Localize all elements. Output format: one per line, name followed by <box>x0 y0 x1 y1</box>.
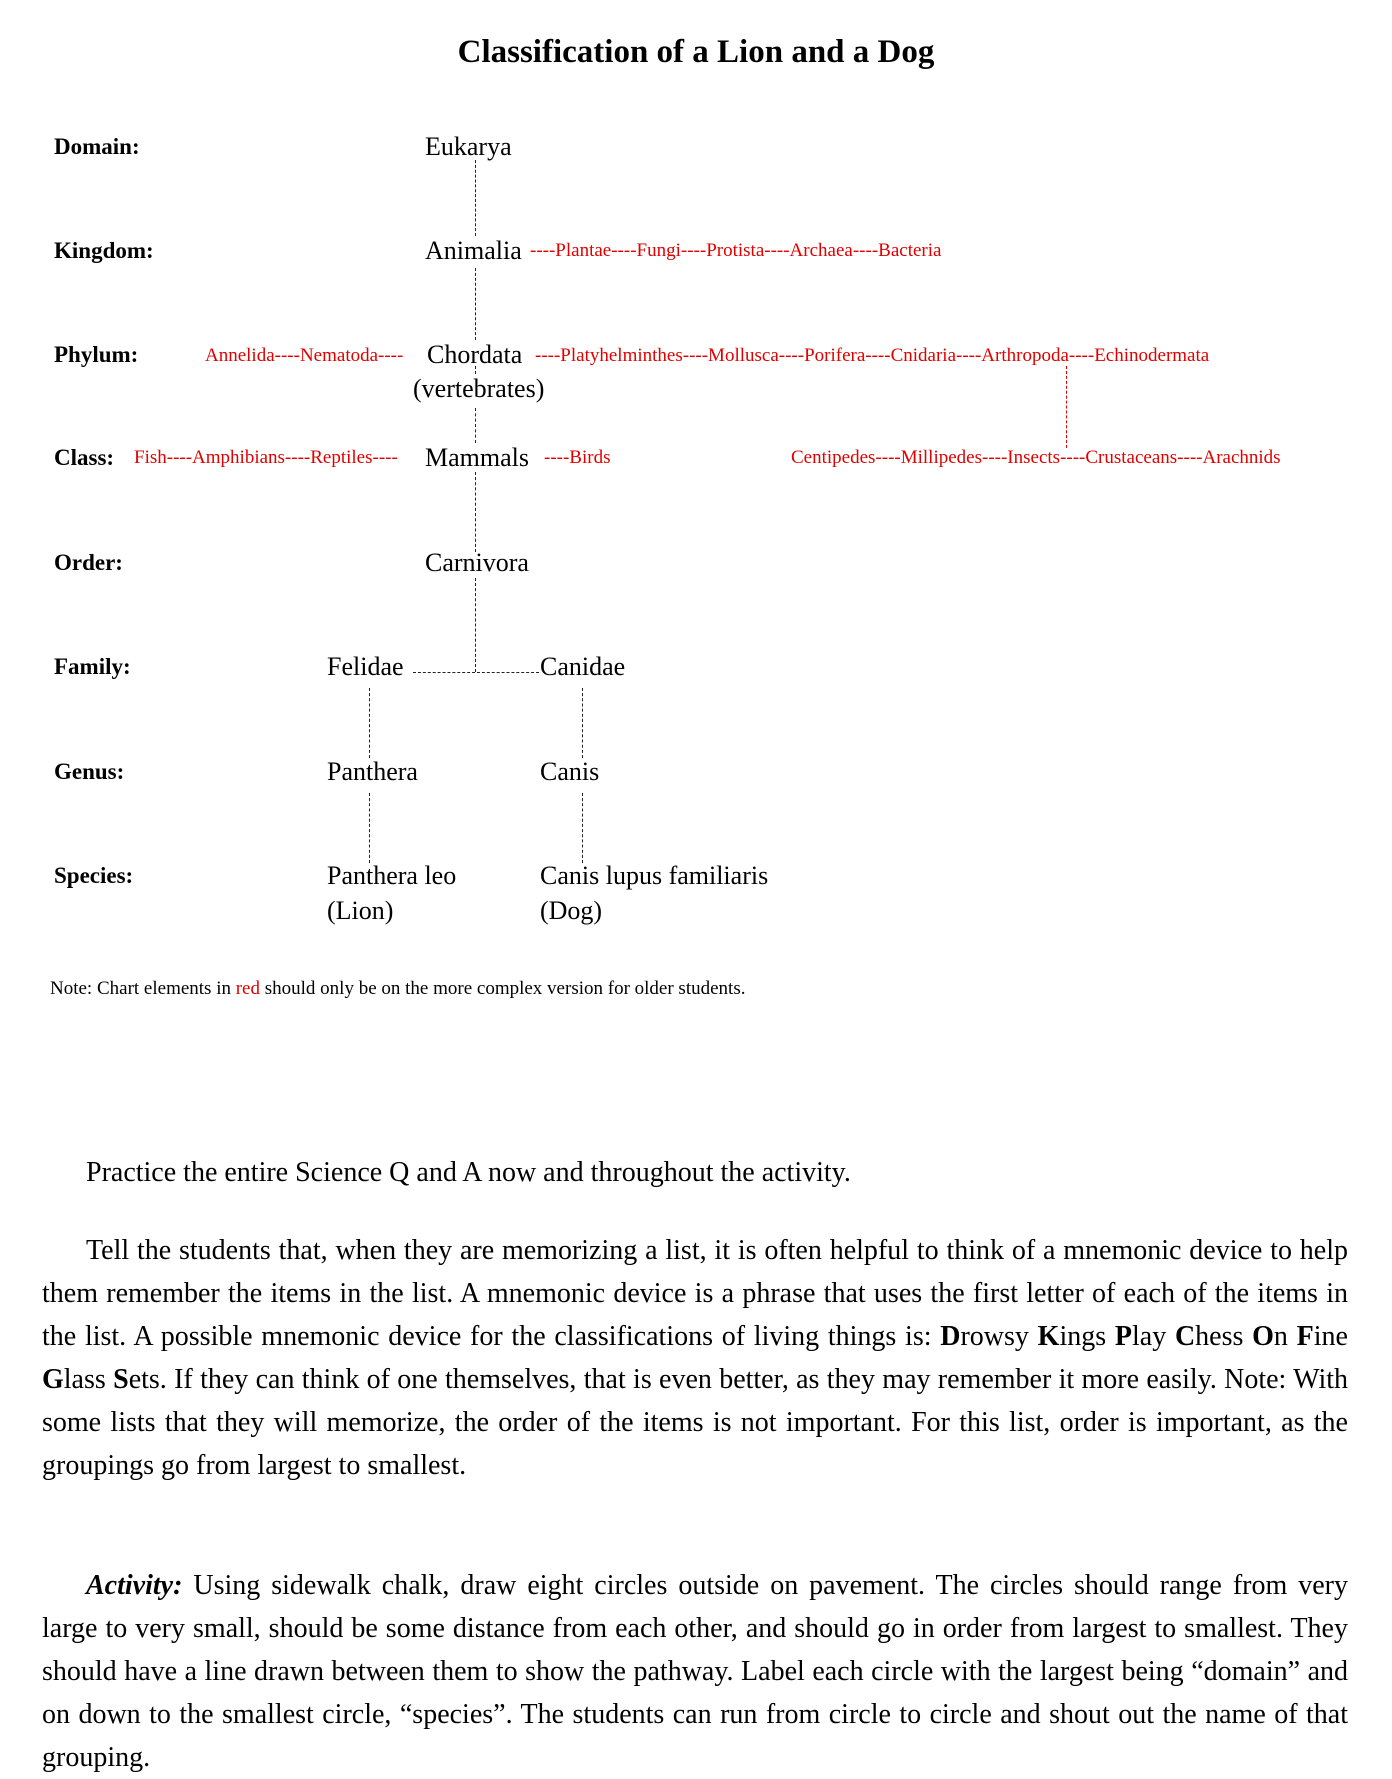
mnemonic-rest: hess <box>1195 1321 1253 1352</box>
connector-family-split <box>413 672 539 673</box>
node-panthera-leo: Panthera leo <box>327 861 457 890</box>
mnemonic-rest: lass <box>63 1364 114 1395</box>
practice-text: Practice the entire Science Q and A now and throughout the activity. <box>86 1157 851 1188</box>
mnemonic-letter: C <box>1174 1321 1196 1352</box>
connector-class-order <box>475 472 476 552</box>
mnemonic-letter: D <box>940 1321 961 1352</box>
rank-domain-label: Domain: <box>54 134 140 159</box>
rank-phylum-label: Phylum: <box>54 342 139 367</box>
mnemonic-rest: ine <box>1313 1321 1348 1352</box>
paragraph-mnemonic <box>42 1229 1348 1487</box>
node-felidae: Felidae <box>327 652 404 681</box>
rank-species-label: Species: <box>54 863 134 888</box>
rank-genus-label: Genus: <box>54 759 125 784</box>
paragraph-activity <box>42 1564 1348 1779</box>
color-note <box>50 978 745 1000</box>
rank-order-label: Order: <box>54 550 123 575</box>
node-canis-lupus-familiaris: Canis lupus familiaris <box>540 861 769 890</box>
node-mammals: Mammals <box>425 443 529 472</box>
mnemonic-rest: ings <box>1059 1321 1115 1352</box>
node-vertebrates: (vertebrates) <box>413 374 545 403</box>
node-lion: (Lion) <box>327 896 394 925</box>
mnemonic-letter: F <box>1296 1321 1314 1352</box>
red-classes-left: Fish----Amphibians----Reptiles---- <box>134 447 398 468</box>
red-phyla-right: ----Platyhelminthes----Mollusca----Porifera----Cnidaria----Arthropoda----Echinodermata <box>535 345 1210 366</box>
node-canis: Canis <box>540 757 600 786</box>
connector-arthropoda-classes <box>1066 366 1067 448</box>
node-chordata: Chordata <box>427 340 523 369</box>
page-title: Classification of a Lion and a Dog <box>457 34 935 70</box>
mnemonic-letter: G <box>42 1364 64 1395</box>
red-phyla-left: Annelida----Nematoda---- <box>205 345 404 366</box>
red-classes-right: ----Birds <box>544 447 611 468</box>
node-animalia: Animalia <box>425 236 522 265</box>
node-dog: (Dog) <box>540 896 603 925</box>
mnemonic-letter: S <box>113 1364 129 1395</box>
activity-text: Using sidewalk chalk, draw eight circles outside on pavement. The circles should range from very large to very small, should be some distance from each other, and should go in order from largest to smallest. They should have a line drawn between them to show the pathway. Label each circle with the largest being “domain” and on down to the smallest circle, “species”. The students can run from circle to circle and shout out the name of that grouping. <box>42 1570 1348 1773</box>
node-canidae: Canidae <box>540 652 626 681</box>
node-panthera: Panthera <box>327 757 418 786</box>
mnemonic-rest: ets <box>128 1364 160 1395</box>
mnemonic-text-b: . If they can think of one themselves, that is even better, as they may remember it more easily. Note: With some lists that they will memorize, the order of the items is not important. For this list, order is important, as the groupings go from largest to smallest. <box>42 1364 1349 1481</box>
mnemonic-letter: O <box>1252 1321 1274 1352</box>
red-other-kingdoms: ----Plantae----Fungi----Protista----Archaea----Bacteria <box>530 240 942 261</box>
rank-class-label: Class: <box>54 445 115 470</box>
mnemonic-letter: P <box>1114 1321 1132 1352</box>
connector-order-family <box>475 578 476 672</box>
note-suffix: should only be on the more complex version for older students. <box>260 978 746 999</box>
rank-kingdom-label: Kingdom: <box>54 238 154 263</box>
mnemonic-letter: K <box>1037 1321 1060 1352</box>
mnemonic-rest: lay <box>1131 1321 1175 1352</box>
rank-family-label: Family: <box>54 654 131 679</box>
connector-canis-lupus <box>582 793 583 863</box>
connector-canidae-canis <box>582 688 583 758</box>
mnemonic-text-a: Tell the students that, when they are memorizing a list, it is often helpful to think of a mnemonic device to help them remember the items in the list. A mnemonic device is a phrase that uses the first letter of each of the items in the list. A possible mnemonic device for the classifications of living things is: <box>42 1235 1348 1352</box>
connector-panthera-leo <box>369 793 370 863</box>
connector-kingdom-phylum <box>475 268 476 340</box>
connector-domain-kingdom <box>475 160 476 236</box>
connector-felidae-panthera <box>369 688 370 758</box>
note-red-word: red <box>235 978 260 999</box>
red-arthropod-classes: Centipedes----Millipedes----Insects----Crustaceans----Arachnids <box>791 447 1281 468</box>
connector-phylum-class <box>475 408 476 443</box>
mnemonic-rest: n <box>1273 1321 1297 1352</box>
activity-label: Activity: <box>86 1570 183 1601</box>
node-eukarya: Eukarya <box>425 132 512 161</box>
mnemonic-rest: rowsy <box>960 1321 1038 1352</box>
node-carnivora: Carnivora <box>425 548 529 577</box>
paragraph-practice <box>42 1151 1348 1194</box>
note-prefix: Note: Chart elements in <box>50 978 236 999</box>
